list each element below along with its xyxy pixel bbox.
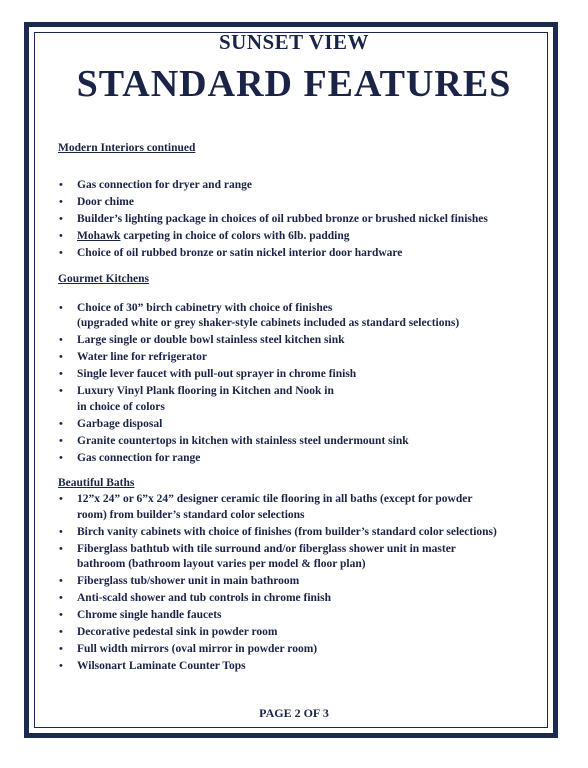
list-item: • Garbage disposal — [58, 417, 528, 433]
bullet-icon: • — [59, 179, 63, 191]
bullet-icon: • — [59, 451, 63, 464]
list-item: • Birch vanity cabinets with choice of finishes (from builder’s standard color selections) — [58, 525, 528, 541]
community-name: SUNSET VIEW — [218, 30, 370, 54]
list-item: • Gas connection for dryer and range — [58, 178, 528, 194]
bullet-icon: • — [59, 351, 63, 363]
features-content — [58, 140, 528, 676]
list-item: • Fiberglass bathtub with tile surround and/or fiberglass shower unit in master bathroom (bathroom layout varies per model & floor plan) — [59, 542, 456, 570]
page-number: PAGE 2 OF 3 — [259, 706, 329, 720]
list-item: • Large single or double bowl stainless steel kitchen sink — [58, 333, 528, 349]
page-title: STANDARD FEATURES — [76, 63, 512, 105]
list-item: • Single lever faucet with pull-out sprayer in chrome finish — [58, 367, 528, 383]
list-item: • Full width mirrors (oval mirror in powder room) — [58, 642, 528, 658]
bullet-icon: • — [59, 230, 63, 242]
bullet-icon: • — [59, 609, 63, 621]
bullet-icon: • — [59, 196, 63, 208]
section-heading: Gourmet Kitchens — [58, 272, 150, 285]
bullet-icon: • — [59, 626, 63, 638]
bullet-icon: • — [59, 301, 63, 314]
brand-name: Mohawk — [77, 230, 121, 242]
list-item: • Water line for refrigerator — [58, 350, 528, 366]
bullet-icon: • — [59, 334, 63, 346]
section-gourmet-kitchens — [58, 271, 528, 467]
feature-list — [58, 178, 528, 262]
bullet-icon: • — [59, 368, 63, 380]
list-item: • Builder’s lighting package in choices of oil rubbed bronze or brushed nickel finishes — [58, 212, 528, 228]
list-item: • Chrome single handle faucets — [58, 608, 528, 624]
bullet-icon: • — [59, 643, 63, 655]
bullet-icon: • — [59, 493, 63, 505]
section-modern-interiors — [58, 140, 528, 262]
list-item: • Anti-scald shower and tub controls in chrome finish — [58, 591, 528, 607]
bullet-icon: • — [59, 592, 63, 604]
feature-list — [58, 492, 528, 675]
list-item: • Choice of oil rubbed bronze or satin nickel interior door hardware — [58, 246, 528, 262]
list-item: • Gas connection for range — [58, 451, 528, 467]
list-item: • Decorative pedestal sink in powder room — [58, 625, 528, 641]
list-item: • Granite countertops in kitchen with stainless steel undermount sink — [58, 434, 528, 450]
bullet-icon: • — [59, 385, 63, 397]
bullet-icon: • — [59, 660, 63, 672]
list-item: • Luxury Vinyl Plank flooring in Kitchen and Nook in in choice of colors — [59, 385, 334, 413]
section-heading: Modern Interiors continued — [58, 142, 196, 154]
bullet-icon: • — [59, 247, 63, 259]
bullet-icon: • — [59, 542, 63, 555]
list-item: • Fiberglass tub/shower unit in main bathroom — [58, 574, 528, 590]
list-item: • Wilsonart Laminate Counter Tops — [58, 659, 528, 675]
bullet-icon: • — [59, 525, 63, 538]
list-item: • 12”x 24” or 6”x 24” designer ceramic tile flooring in all baths (except for powder room) from builder’s standard color selections — [59, 493, 473, 521]
list-item: • Door chime — [58, 195, 528, 211]
bullet-icon: • — [59, 417, 63, 430]
section-heading: Beautiful Baths — [58, 477, 135, 489]
list-item: • Mohawk carpeting in choice of colors with 6lb. padding — [58, 229, 528, 245]
bullet-icon: • — [59, 213, 63, 225]
bullet-icon: • — [59, 434, 63, 447]
bullet-icon: • — [59, 575, 63, 587]
list-item: • Choice of 30” birch cabinetry with choice of finishes (upgraded white or grey shaker-style cabinets included as standard selections) — [59, 301, 460, 329]
feature-list — [58, 301, 528, 467]
section-beautiful-baths — [58, 475, 528, 675]
